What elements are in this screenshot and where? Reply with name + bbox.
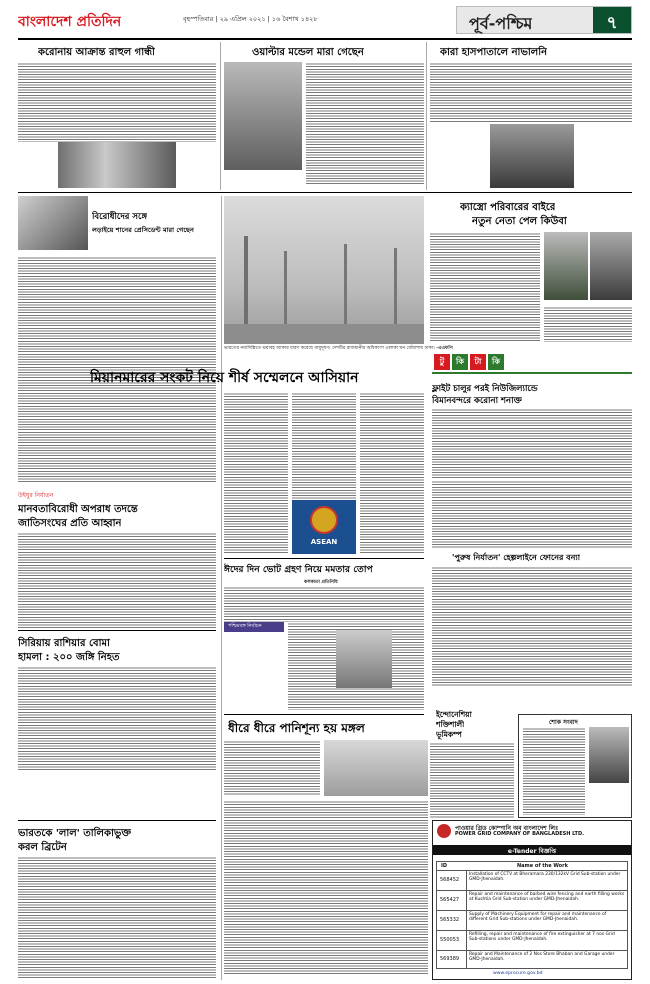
section-title: পূর্ব-পশ্চিম — [469, 14, 533, 33]
article-body — [306, 62, 424, 186]
tender-ad — [432, 820, 632, 980]
story-mars — [224, 716, 428, 980]
tile-3: টা — [470, 354, 486, 370]
rule — [224, 558, 424, 559]
top-story-rahul — [18, 42, 218, 190]
tender-title: e-Tender বিজ্ঞপ্তি — [507, 848, 557, 855]
story-new-zealand-body-2 — [432, 480, 632, 548]
asean-logo — [292, 500, 356, 554]
obituary-title: শোক সংবাদ — [549, 719, 578, 726]
row-id: 550053 — [440, 937, 460, 943]
table-header-name: Name of the Work — [517, 863, 568, 869]
headline-line-2: বিমানবন্দরে করোনা শনাক্ত — [432, 396, 522, 406]
rahul-gandhi-photo — [58, 142, 176, 188]
masthead-date: বৃহস্পতিবার | ২৯ এপ্রিল ২০২১ | ১৬ বৈশাখ ১৪২৮ — [183, 15, 318, 23]
headline-line-1: সিরিয়ায় রাশিয়ার বোমা — [18, 638, 110, 649]
article-body-2 — [544, 306, 632, 342]
tower-silhouette — [394, 248, 397, 326]
masthead-rule — [18, 38, 632, 40]
article-body — [432, 566, 632, 686]
headline-line-1: ইন্দোনেশিয়া — [436, 710, 472, 719]
headline-line-2: করল ব্রিটেন — [18, 842, 67, 853]
mars-surface-photo — [324, 740, 428, 796]
headline-line-2: নতুন নেতা পেল কিউবা — [472, 216, 567, 227]
headline: কারা হাসপাতালে নাভালনি — [440, 47, 548, 58]
tender-website: www.eprocure.gov.bd — [493, 971, 543, 976]
tender-table — [436, 861, 628, 969]
headline: ওয়াল্টার মন্ডেল মারা গেছেন — [252, 47, 364, 58]
tower-silhouette — [344, 244, 347, 326]
article-body-col-2 — [224, 800, 428, 976]
caption-credit: -এএফপি — [436, 346, 453, 351]
page-number-box — [593, 7, 631, 33]
tile-2: কি — [452, 354, 468, 370]
story-hotline — [432, 552, 632, 712]
row-name: Installation of CCTV at Bheramara 230/132kV Grid Sub-station under GMD-Jhenaidah. — [469, 872, 621, 883]
navalny-photo — [490, 124, 574, 188]
caption-text: ভারতের নয়াদিল্লিতে ভয়াবহ আকার ধারণ করেছে বায়ুদূষণ। দেশটির রাজধানীর অধিকাংশ এলাকা ঘন ধোঁয়াশায় ঢাকা। — [224, 346, 435, 351]
headline-line-1: ফ্লাইট চালুর পরই নিউজিল্যান্ডে — [432, 384, 538, 394]
asean-rice-emblem — [310, 506, 338, 534]
story-uighur — [18, 490, 218, 572]
headline-line-1: ভারতকে 'লাল' তালিকাভুক্ত — [18, 828, 132, 839]
page-number: ৭ — [606, 13, 618, 33]
top-story-navalny — [430, 42, 632, 190]
row-id: 568452 — [440, 877, 460, 883]
row-name: Supply of Machinery Equipment for repair and maintenance of different Grid Sub-stations under GMD-Jhenaidah. — [469, 912, 607, 923]
row-id: 569389 — [440, 956, 460, 962]
obituary-photo — [589, 727, 629, 783]
obituary-body — [523, 727, 585, 815]
story-biden — [18, 196, 218, 486]
masthead-logo: বাংলাদেশ প্রতিদিন — [18, 14, 122, 30]
tower-silhouette — [284, 251, 287, 326]
walter-mondale-photo — [224, 62, 302, 170]
article-body — [18, 666, 216, 770]
article-body — [18, 62, 216, 142]
asean-body-col-2 — [292, 392, 356, 500]
row-id: 565332 — [440, 917, 460, 923]
company-name-en: POWER GRID COMPANY OF BANGLADESH LTD. — [455, 831, 585, 837]
obituary-box — [518, 714, 632, 818]
asean-logo-text: ASEAN — [310, 538, 338, 546]
column-divider — [221, 196, 222, 980]
biden-photo — [18, 196, 88, 250]
story-britain — [18, 820, 218, 980]
table-col-divider — [466, 870, 467, 968]
company-name-bn: পাওয়ার গ্রিড কোম্পানি অব বাংলাদেশ লিঃ — [455, 825, 559, 832]
story-indonesia — [430, 710, 514, 818]
story-mamata — [224, 560, 424, 710]
election-tag — [224, 622, 284, 632]
asean-body-col-3 — [360, 392, 424, 554]
masthead — [18, 2, 632, 38]
row-id: 565427 — [440, 897, 460, 903]
tender-title-bar — [433, 845, 631, 855]
kicker: উইঘুর নির্যাতন — [18, 492, 54, 499]
asean-headline: মিয়ানমারের সংকট নিয়ে শীর্ষ সম্মেলনে আসিয়ান — [90, 370, 359, 386]
row-name: Repair and maintenance of barbed wire fencing and earth filling works at Kushtia Grid Sub-station under GMD-Jhenaidah. — [469, 892, 625, 903]
headline: 'পুরুষ নির্যাতন' হেল্পলাইনে ফোনের বন্যা — [452, 553, 581, 562]
section-banner — [456, 6, 632, 34]
rule — [18, 630, 216, 631]
tile-1: টু — [434, 354, 450, 370]
pgcb-logo — [437, 824, 451, 838]
row-name: Repair and Maintenance of 2 Nos Store Bhaban and Garage under GMD-Jhenaidah. — [469, 952, 615, 963]
tile-4: কি — [488, 354, 504, 370]
row-name: Refilling, repair and maintenance of fire extinguisher at 7 nos Grid Sub-stations under GMD-Jhenaidah. — [469, 932, 615, 943]
story-cuba — [430, 196, 632, 346]
headline: লড়াইয়ে শানের প্রেসিডেন্ট মারা গেছেন — [92, 226, 194, 234]
table-header-id: ID — [441, 863, 448, 869]
rule — [18, 820, 216, 821]
top-story-mondale — [224, 42, 424, 190]
byline: কলকাতা প্রতিনিধি — [304, 580, 338, 585]
headline-line-2: জাতিসংঘের প্রতি আহ্বান — [18, 518, 122, 529]
headline: করোনায় আক্রান্ত রাহুল গান্ধী — [38, 47, 155, 58]
article-body — [224, 586, 424, 622]
column-divider — [220, 42, 221, 190]
diaz-canel-photo — [590, 232, 632, 300]
headline-line-1: ক্যাস্ত্রো পরিবারের বাইরে — [460, 202, 556, 213]
asean-body-col-1 — [224, 392, 288, 554]
election-tag-text: পশ্চিমবঙ্গ নির্বাচন — [228, 623, 262, 629]
tower-silhouette — [244, 236, 248, 326]
article-body — [18, 856, 216, 980]
headline: ঈদের দিন ভোট গ্রহণ নিয়ে মমতার তোপ — [224, 564, 373, 575]
mamata-photo — [336, 630, 392, 688]
road — [224, 324, 424, 344]
headline: ধীরে ধীরে পানিশূন্য হয় মঙ্গল — [228, 721, 365, 735]
tuki-taki-strip — [432, 354, 632, 378]
headline-line-3: ভূমিকম্প — [436, 730, 462, 739]
headline-line-1: মানবতাবিরোধী অপরাধ তদন্তে — [18, 504, 138, 515]
article-body-col-1 — [224, 740, 320, 796]
row-rule — [18, 192, 632, 193]
article-body — [430, 62, 632, 122]
article-body — [432, 408, 632, 480]
raul-castro-photo — [544, 232, 588, 300]
headline-line-2: শক্তিশালী — [436, 720, 465, 729]
column-divider — [426, 42, 427, 190]
article-body — [430, 742, 514, 818]
story-syria — [18, 630, 218, 770]
article-body — [18, 532, 216, 632]
headline-line-2: হামলা : ২০০ জঙ্গি নিহত — [18, 652, 120, 663]
kicker: বিরোধীদের সঙ্গে — [92, 212, 148, 222]
story-new-zealand — [432, 382, 632, 480]
rule — [224, 714, 424, 715]
smog-delhi-photo — [224, 196, 424, 344]
article-body — [430, 232, 540, 342]
tuki-taki-bar — [432, 372, 632, 374]
